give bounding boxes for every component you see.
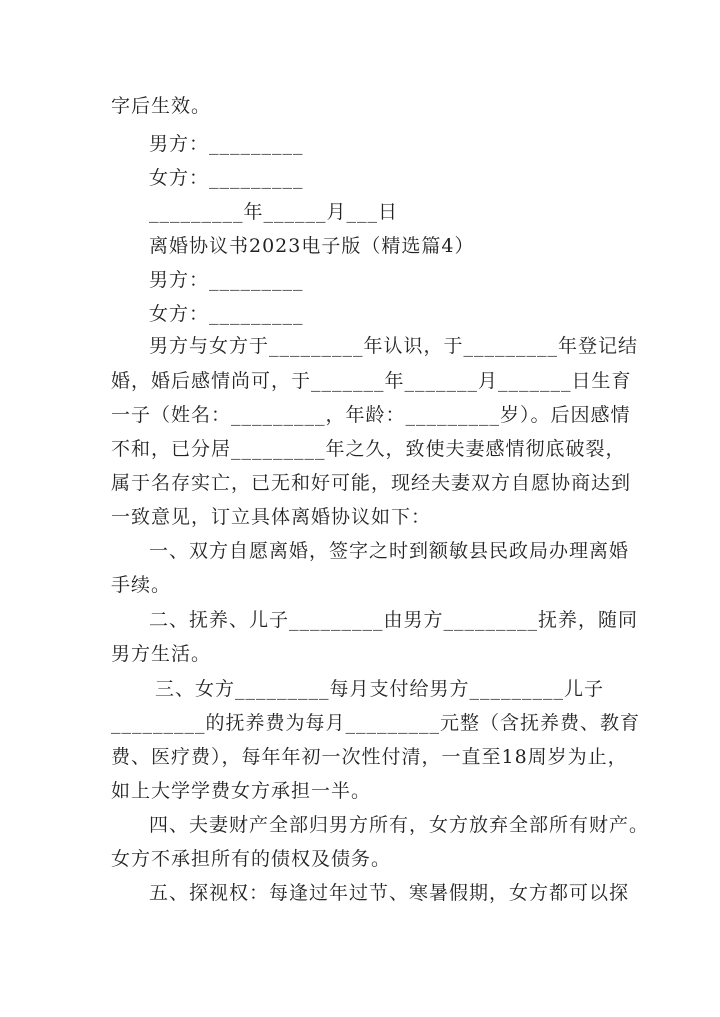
section-title: 离婚协议书2023电子版（精选篇4） (149, 235, 475, 257)
date-line: _________年______月___日 (149, 201, 399, 223)
clause-2: 二、抚养、儿子_________由男方_________抚养，随同 (149, 609, 639, 631)
text-line: 如上大学学费女方承担一半。 (111, 780, 372, 802)
text-line: _________的抚养费为每月_________元整（含抚养费、教育 (111, 712, 641, 734)
text-line: 一子（姓名：_________，年龄：_________岁）。后因感情 (111, 404, 631, 426)
text-line: 属于名存实亡，已无和好可能，现经夫妻双方自愿协商达到 (111, 472, 632, 494)
text-line: 女方不承担所有的债权及债务。 (111, 848, 392, 870)
party-woman-line: 女方：_________ (149, 303, 304, 325)
clause-4: 四、夫妻财产全部归男方所有，女方放弃全部所有财产。 (149, 814, 650, 836)
text-line: 不和，已分居_________年之久，致使夫妻感情彻底破裂， (111, 438, 626, 460)
text-line: 字后生效。 (111, 95, 212, 117)
clause-5: 五、探视权：每逢过年过节、寒暑假期，女方都可以探 (149, 882, 630, 904)
text-line: 一致意见，订立具体离婚协议如下： (111, 506, 432, 528)
clause-3: 三、女方_________每月支付给男方_________儿子 (155, 678, 605, 700)
text-line: 婚，婚后感情尚可，于_______年_______月_______日生育 (111, 370, 632, 392)
party-man-line: 男方：_________ (149, 269, 304, 291)
clause-1: 一、双方自愿离婚，签字之时到额敏县民政局办理离婚 (149, 540, 630, 562)
text-line: 男方与女方于_________年认识，于_________年登记结 (149, 335, 639, 357)
text-line: 费、医疗费），每年年初一次性付清，一直至18周岁为止， (111, 746, 628, 768)
text-line: 手续。 (111, 574, 172, 596)
signature-line-man: 男方：_________ (149, 133, 304, 155)
signature-line-woman: 女方：_________ (149, 167, 304, 189)
text-line: 男方生活。 (111, 643, 212, 665)
